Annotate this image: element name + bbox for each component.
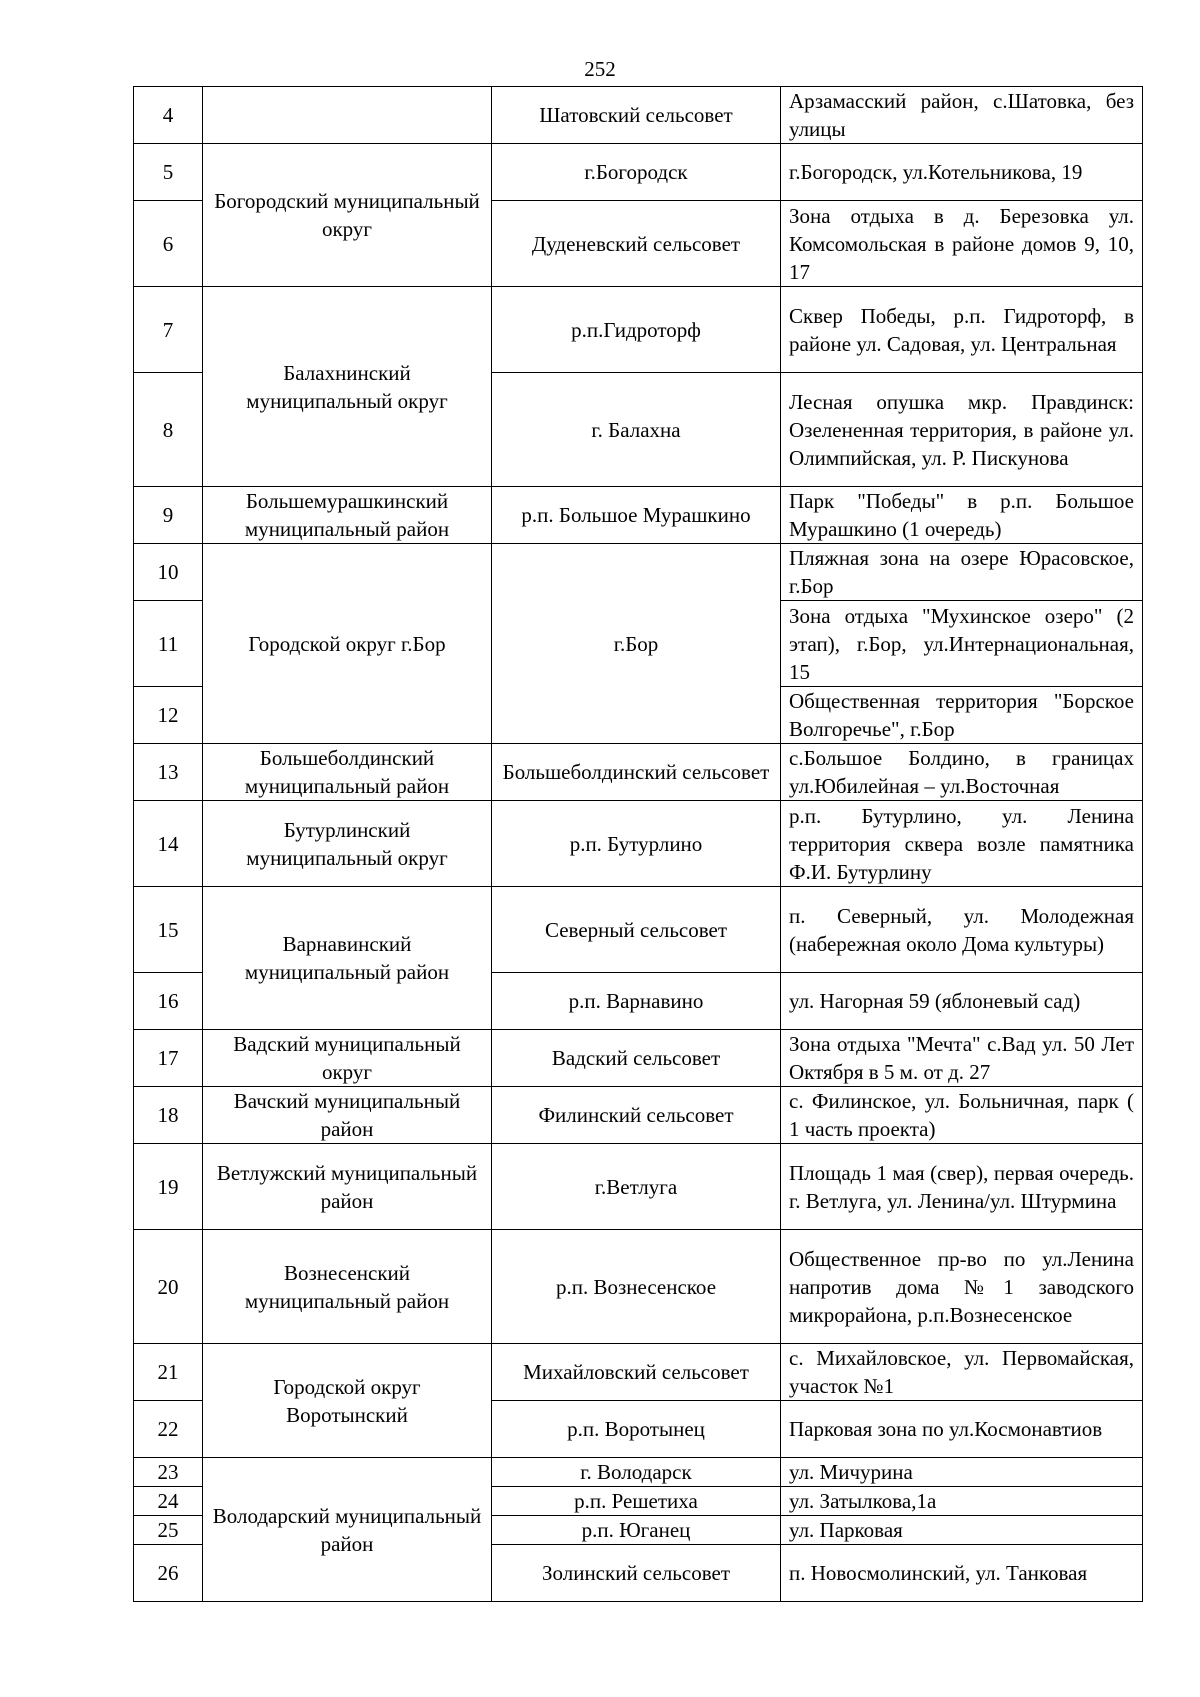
- address-cell: р.п. Бутурлино, ул. Ленина территория сквера возле памятника Ф.И. Бутурлину: [781, 801, 1143, 887]
- table-row: [134, 144, 1143, 201]
- address-cell: с. Михайловское, ул. Первомайская, участок №1: [781, 1344, 1143, 1401]
- settlement-cell: Михайловский сельсовет: [492, 1344, 781, 1401]
- address-cell: Общественное пр-во по ул.Ленина напротив дома №1 заводского микрорайона, р.п.Вознесенское: [781, 1230, 1143, 1344]
- row-number: 8: [134, 373, 203, 487]
- row-number: 7: [134, 287, 203, 373]
- row-number: 10: [134, 544, 203, 601]
- address-cell: Парк "Победы" в р.п. Большое Мурашкино (1 очередь): [781, 487, 1143, 544]
- address-cell: Пляжная зона на озере Юрасовское, г.Бор: [781, 544, 1143, 601]
- address-cell: с.Большое Болдино, в границах ул.Юбилейная – ул.Восточная: [781, 744, 1143, 801]
- address-cell: Площадь 1 мая (свер), первая очередь. г. Ветлуга, ул. Ленина/ул. Штурмина: [781, 1144, 1143, 1230]
- row-number: 15: [134, 887, 203, 973]
- settlement-cell: р.п. Бутурлино: [492, 801, 781, 887]
- settlement-cell: г.Бор: [492, 544, 781, 744]
- row-number: 11: [134, 601, 203, 687]
- page-number: 252: [584, 57, 616, 81]
- table-row: [134, 801, 1143, 887]
- row-number: 26: [134, 1545, 203, 1602]
- row-number: 18: [134, 1087, 203, 1144]
- district-cell: Вознесенский муниципальный район: [203, 1230, 492, 1344]
- district-cell: Большемурашкинский муниципальный район: [203, 487, 492, 544]
- settlement-cell: р.п. Юганец: [492, 1516, 781, 1545]
- district-cell: Вадский муниципальный округ: [203, 1030, 492, 1087]
- settlement-cell: р.п. Решетиха: [492, 1487, 781, 1516]
- settlement-cell: Дуденевский сельсовет: [492, 201, 781, 287]
- settlement-cell: р.п. Воротынец: [492, 1401, 781, 1458]
- address-cell: с. Филинское, ул. Больничная, парк ( 1 часть проекта): [781, 1087, 1143, 1144]
- row-number: 23: [134, 1458, 203, 1487]
- address-cell: Общественная территория "Борское Волгоречье", г.Бор: [781, 687, 1143, 744]
- row-number: 13: [134, 744, 203, 801]
- address-cell: Зона отдыха в д. Березовка ул. Комсомольская в районе домов 9, 10, 17: [781, 201, 1143, 287]
- address-cell: ул. Парковая: [781, 1516, 1143, 1545]
- district-cell: Городской округ г.Бор: [203, 544, 492, 744]
- settlement-cell: Северный сельсовет: [492, 887, 781, 973]
- row-number: 16: [134, 973, 203, 1030]
- settlement-cell: Большеболдинский сельсовет: [492, 744, 781, 801]
- territories-table: [133, 86, 1143, 1602]
- address-cell: Арзамасский район, с.Шатовка, без улицы: [781, 87, 1143, 144]
- address-cell: Парковая зона по ул.Космонавтиов: [781, 1401, 1143, 1458]
- settlement-cell: р.п.Гидроторф: [492, 287, 781, 373]
- row-number: 6: [134, 201, 203, 287]
- district-cell: Варнавинский муниципальный район: [203, 887, 492, 1030]
- district-cell: Ветлужский муниципальный район: [203, 1144, 492, 1230]
- district-cell: Богородский муниципальный округ: [203, 144, 492, 287]
- district-cell: [203, 87, 492, 144]
- settlement-cell: Шатовский сельсовет: [492, 87, 781, 144]
- settlement-cell: Золинский сельсовет: [492, 1545, 781, 1602]
- address-cell: Сквер Победы, р.п. Гидроторф, в районе ул. Садовая, ул. Центральная: [781, 287, 1143, 373]
- table-row: [134, 887, 1143, 973]
- address-cell: Лесная опушка мкр. Правдинск: Озелененная территория, в районе ул. Олимпийская, ул. Р. Пискунова: [781, 373, 1143, 487]
- district-cell: Вачский муниципальный район: [203, 1087, 492, 1144]
- settlement-cell: г. Володарск: [492, 1458, 781, 1487]
- settlement-cell: г.Богородск: [492, 144, 781, 201]
- settlement-cell: р.п. Варнавино: [492, 973, 781, 1030]
- settlement-cell: Вадский сельсовет: [492, 1030, 781, 1087]
- table-row: [134, 1087, 1143, 1144]
- district-cell: Балахнинский муниципальный округ: [203, 287, 492, 487]
- address-cell: Зона отдыха "Мечта" с.Вад ул. 50 Лет Октября в 5 м. от д. 27: [781, 1030, 1143, 1087]
- settlement-cell: г. Балахна: [492, 373, 781, 487]
- row-number: 14: [134, 801, 203, 887]
- address-cell: Зона отдыха "Мухинское озеро" (2 этап), г.Бор, ул.Интернациональная, 15: [781, 601, 1143, 687]
- table-row: [134, 87, 1143, 144]
- row-number: 25: [134, 1516, 203, 1545]
- table-row: [134, 1144, 1143, 1230]
- table-row: [134, 487, 1143, 544]
- row-number: 9: [134, 487, 203, 544]
- district-cell: Бутурлинский муниципальный округ: [203, 801, 492, 887]
- address-cell: г.Богородск, ул.Котельникова, 19: [781, 144, 1143, 201]
- settlement-cell: Филинский сельсовет: [492, 1087, 781, 1144]
- row-number: 24: [134, 1487, 203, 1516]
- row-number: 21: [134, 1344, 203, 1401]
- address-cell: п. Северный, ул. Молодежная (набережная около Дома культуры): [781, 887, 1143, 973]
- settlement-cell: г.Ветлуга: [492, 1144, 781, 1230]
- row-number: 17: [134, 1030, 203, 1087]
- row-number: 22: [134, 1401, 203, 1458]
- table-row: [134, 744, 1143, 801]
- table-row: [134, 544, 1143, 601]
- address-cell: ул. Нагорная 59 (яблоневый сад): [781, 973, 1143, 1030]
- address-cell: ул. Мичурина: [781, 1458, 1143, 1487]
- address-cell: ул. Затылкова,1а: [781, 1487, 1143, 1516]
- row-number: 4: [134, 87, 203, 144]
- settlement-cell: р.п. Вознесенское: [492, 1230, 781, 1344]
- district-cell: Большеболдинский муниципальный район: [203, 744, 492, 801]
- table-row: [134, 287, 1143, 373]
- district-cell: Городской округ Воротынский: [203, 1344, 492, 1458]
- table-row: [134, 1030, 1143, 1087]
- table-row: [134, 1458, 1143, 1487]
- table-row: [134, 1230, 1143, 1344]
- row-number: 12: [134, 687, 203, 744]
- row-number: 20: [134, 1230, 203, 1344]
- address-cell: п. Новосмолинский, ул. Танковая: [781, 1545, 1143, 1602]
- table-row: [134, 1344, 1143, 1401]
- district-cell: Володарский муниципальный район: [203, 1458, 492, 1602]
- row-number: 5: [134, 144, 203, 201]
- row-number: 19: [134, 1144, 203, 1230]
- settlement-cell: р.п. Большое Мурашкино: [492, 487, 781, 544]
